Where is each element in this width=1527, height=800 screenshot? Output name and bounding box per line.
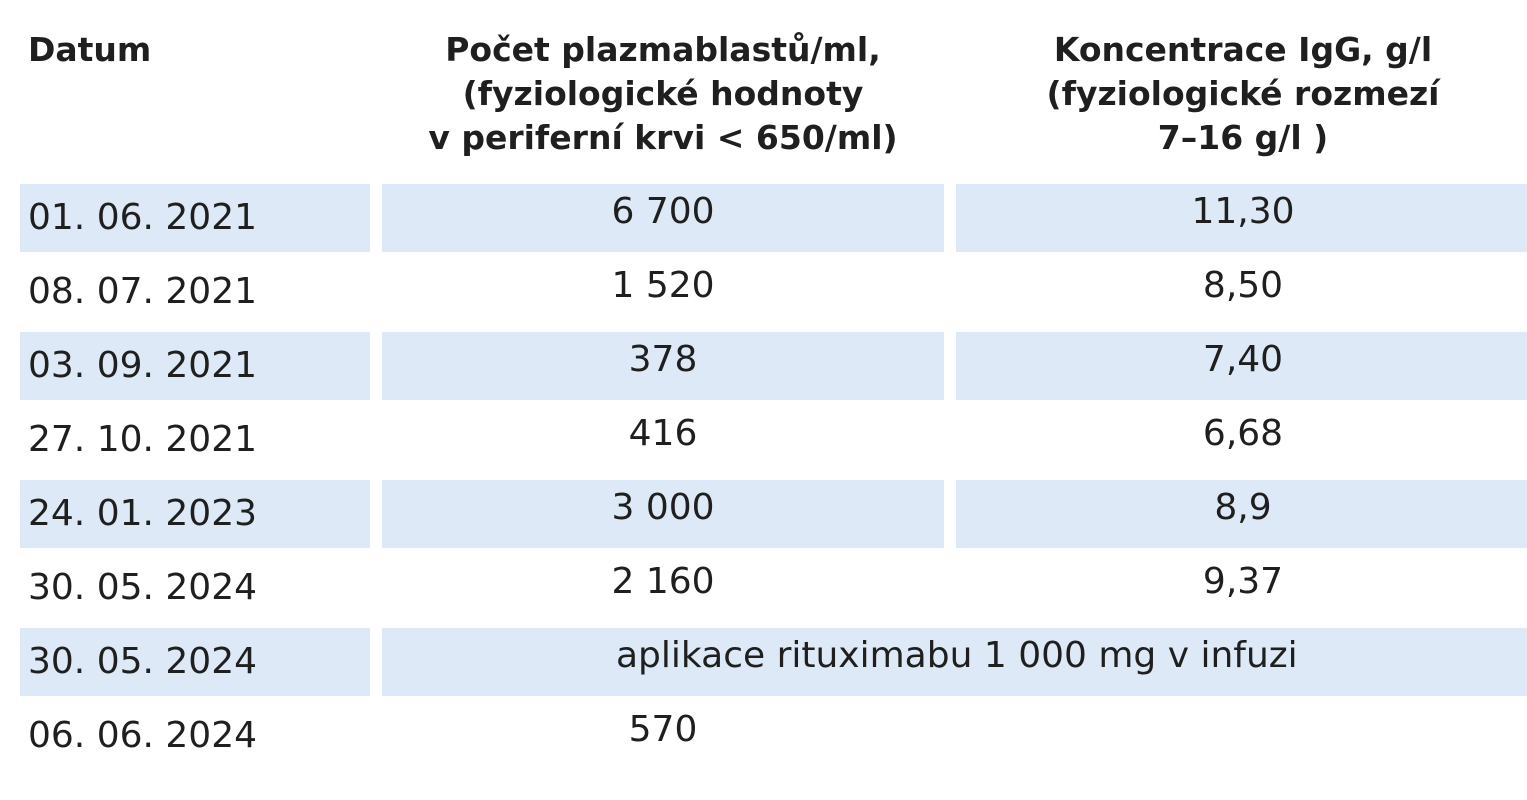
cell-plasmablasts xyxy=(382,184,944,252)
cell-date: 01. 06. 2021 xyxy=(20,184,370,252)
cell-date: 27. 10. 2021 xyxy=(28,419,258,460)
header-date-label: Datum xyxy=(28,30,152,69)
cell-plasmablasts-value: 570 xyxy=(628,709,698,750)
header-igg-line-2: (fyziologické rozmezí xyxy=(1046,74,1440,113)
cell-igg xyxy=(956,554,1527,622)
cell-igg xyxy=(956,332,1527,400)
cell-igg xyxy=(956,258,1527,326)
cell-igg xyxy=(956,702,1527,770)
cell-date: 30. 05. 2024 xyxy=(28,567,258,608)
table-row xyxy=(20,480,1527,548)
table-row xyxy=(20,332,1527,400)
cell-igg-value: 11,30 xyxy=(1191,191,1295,232)
cell-plasmablasts-value: 378 xyxy=(628,339,698,380)
header-plasmablasts-line-3: v periferní krvi < 650/ml) xyxy=(428,118,898,157)
cell-plasmablasts-value: 3 000 xyxy=(611,487,715,528)
lab-results-table xyxy=(8,22,1527,776)
cell-igg xyxy=(956,184,1527,252)
cell-plasmablasts-value: 6 700 xyxy=(611,191,715,232)
cell-treatment-note xyxy=(382,628,1527,696)
cell-igg-value: 9,37 xyxy=(1202,561,1284,602)
cell-plasmablasts xyxy=(382,332,944,400)
cell-date: 30. 05. 2024 xyxy=(20,628,370,696)
table-row xyxy=(20,184,1527,252)
cell-plasmablasts xyxy=(382,702,944,770)
cell-plasmablasts-value: 1 520 xyxy=(611,265,715,306)
cell-date: 06. 06. 2024 xyxy=(28,715,258,756)
table-header xyxy=(20,28,1527,178)
cell-plasmablasts-value: 416 xyxy=(628,413,698,454)
cell-plasmablasts xyxy=(382,258,944,326)
header-igg-line-1: Koncentrace IgG, g/l xyxy=(1053,30,1433,69)
header-row xyxy=(20,28,1527,178)
table-body xyxy=(20,184,1527,770)
cell-plasmablasts xyxy=(382,554,944,622)
cell-date: 03. 09. 2021 xyxy=(20,332,370,400)
header-plasmablasts-line-1: Počet plazmablastů/ml, xyxy=(445,30,881,69)
treatment-note-text: aplikace rituximabu 1 000 mg v infuzi xyxy=(616,635,1298,676)
cell-igg-value: 8,50 xyxy=(1202,265,1284,306)
header-date xyxy=(20,28,370,178)
cell-igg xyxy=(956,480,1527,548)
cell-igg-value: 7,40 xyxy=(1202,339,1284,380)
table-row xyxy=(20,406,1527,474)
header-igg-line-3: 7–16 g/l ) xyxy=(1157,118,1329,157)
table-row-note xyxy=(20,628,1527,696)
cell-plasmablasts xyxy=(382,406,944,474)
cell-plasmablasts xyxy=(382,480,944,548)
header-plasmablasts-line-2: (fyziologické hodnoty xyxy=(462,74,864,113)
header-igg xyxy=(956,28,1527,178)
cell-plasmablasts-value: 2 160 xyxy=(611,561,715,602)
cell-date: 24. 01. 2023 xyxy=(20,480,370,548)
table-row xyxy=(20,554,1527,622)
table-row xyxy=(20,258,1527,326)
cell-igg xyxy=(956,406,1527,474)
header-plasmablasts xyxy=(382,28,944,178)
cell-date: 08. 07. 2021 xyxy=(28,271,258,312)
cell-igg-value: 6,68 xyxy=(1202,413,1284,454)
cell-igg-value: 8,9 xyxy=(1214,487,1272,528)
table-row xyxy=(20,702,1527,770)
